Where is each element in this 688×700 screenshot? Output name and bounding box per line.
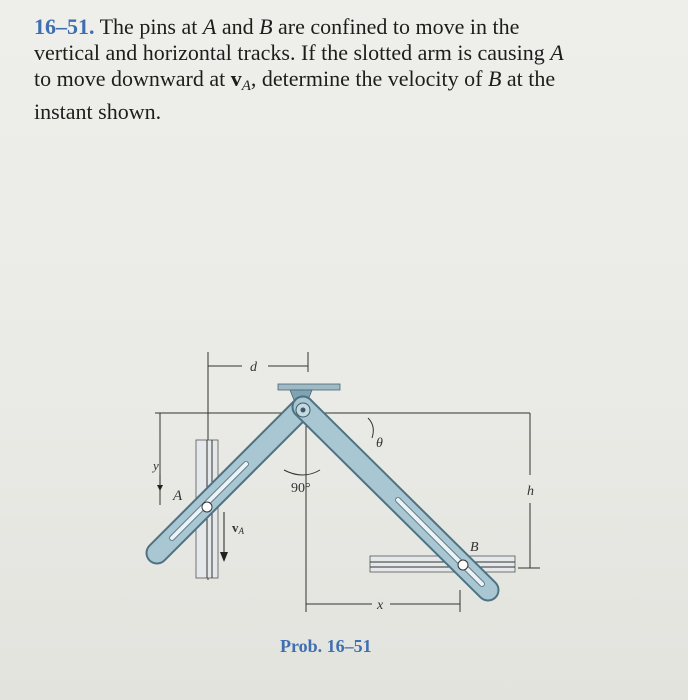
label-d: d (250, 360, 257, 375)
angle-theta-arc (368, 418, 373, 438)
label-x: x (377, 598, 384, 613)
problem-line-3: to move downward at $v_A$, determine the velocity of B at the (34, 66, 556, 94)
velocity-arrow-vA (220, 512, 228, 562)
y-arrow (157, 475, 163, 491)
label-h: h (527, 484, 534, 499)
problem-number: 16–51. (34, 14, 95, 39)
slotted-arm-left (157, 407, 303, 553)
label-A: A (173, 488, 183, 504)
pin-A (202, 502, 212, 512)
pin-B (458, 560, 468, 570)
angle-90-arc (284, 470, 320, 475)
problem-line-4: instant shown. (34, 99, 162, 124)
pivot-pin (296, 403, 310, 417)
label-B: B (470, 540, 479, 555)
label-vA: vA (232, 520, 244, 536)
figure-caption: Prob. 16–51 (280, 636, 372, 656)
label-theta: θ (376, 436, 383, 451)
problem-line-1: 16–51. The pins at A and B are confined to move in the (34, 14, 520, 39)
problem-line-2: vertical and horizontal tracks. If the slotted arm is causing A (34, 40, 564, 65)
label-y: y (153, 458, 159, 473)
label-90: 90° (291, 481, 311, 496)
